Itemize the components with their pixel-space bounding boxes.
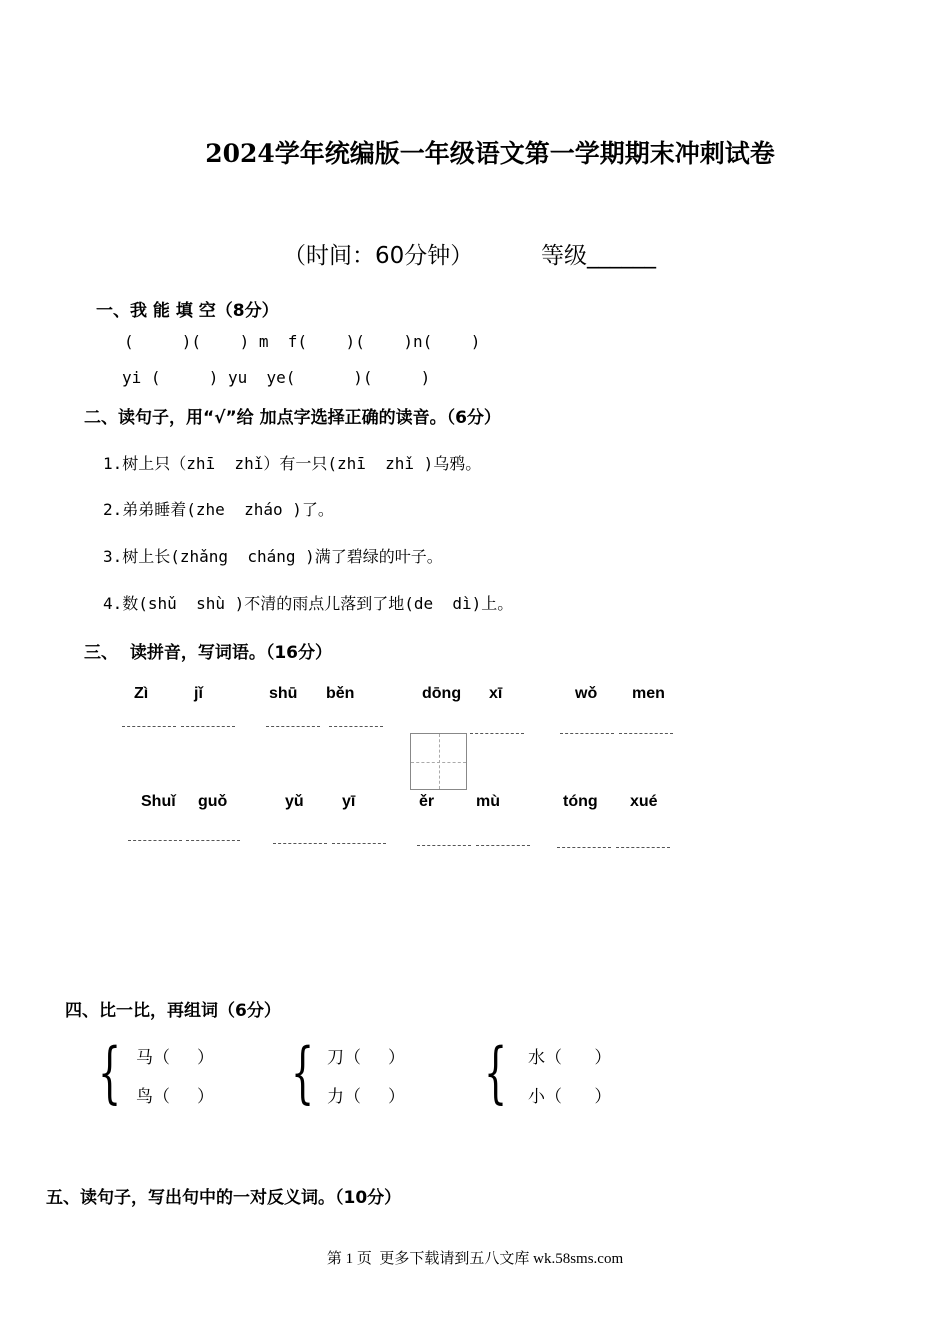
answer-line[interactable] — [329, 726, 383, 727]
answer-line[interactable] — [557, 847, 611, 848]
section5-heading: 五、读句子，写出句中的一对反义词。（10分） — [46, 1188, 402, 1208]
section2-sentence-2: 2.弟弟睡着(zhe zháo )了。 — [103, 500, 334, 519]
pinyin-syllable: mù — [476, 793, 500, 810]
pinyin-syllable: yī — [342, 793, 356, 810]
writing-grid-box[interactable] — [410, 733, 467, 790]
section1-heading: 一、我 能 填 空（8分） — [96, 301, 279, 321]
word-pair-bottom: 鸟（ ） — [136, 1087, 215, 1107]
brace-icon: { — [98, 1034, 122, 1111]
section2-sentence-3: 3.树上长(zhǎng cháng )满了碧绿的叶子。 — [103, 547, 443, 566]
pinyin-syllable: dōng — [422, 685, 462, 702]
pinyin-syllable: tóng — [563, 793, 598, 810]
section4-heading: 四、比一比，再组词（6分） — [65, 1001, 281, 1021]
brace-icon: { — [291, 1034, 315, 1111]
section1-row1: ( )( ) m f( )( )n( ) — [124, 332, 481, 351]
word-pair-top: 水（ ） — [528, 1048, 612, 1068]
answer-line[interactable] — [619, 733, 673, 734]
answer-line[interactable] — [128, 840, 182, 841]
exam-time: （时间：60分钟） — [283, 243, 474, 269]
word-pair-top: 刀（ ） — [327, 1048, 406, 1068]
section3-heading: 三、 读拼音，写词语。（16分） — [84, 643, 332, 663]
pinyin-syllable: men — [632, 685, 665, 702]
answer-line[interactable] — [470, 733, 524, 734]
section2-sentence-4: 4.数(shǔ shù )不清的雨点儿落到了地(de dì)上。 — [103, 594, 514, 613]
answer-line[interactable] — [560, 733, 614, 734]
pinyin-syllable: guǒ — [198, 793, 228, 810]
grid-guide-vertical — [439, 734, 440, 789]
word-pair-bottom: 小（ ） — [528, 1087, 612, 1107]
pinyin-syllable: Shuǐ — [141, 793, 176, 810]
pinyin-syllable: Zì — [134, 685, 149, 702]
answer-line[interactable] — [266, 726, 320, 727]
answer-line[interactable] — [273, 843, 327, 844]
answer-line[interactable] — [417, 845, 471, 846]
answer-line[interactable] — [181, 726, 235, 727]
pinyin-syllable: yǔ — [285, 793, 304, 810]
section1-row2: yi ( ) yu ye( )( ) — [122, 368, 431, 387]
grade-field: 等级______ — [541, 243, 656, 269]
pinyin-syllable: jǐ — [194, 685, 203, 702]
section2-heading: 二、读句子，用“√”给 加点字选择正确的读音。（6分） — [84, 408, 501, 428]
word-pair-bottom: 力（ ） — [327, 1087, 406, 1107]
pinyin-syllable: wǒ — [575, 685, 598, 702]
pinyin-syllable: xī — [489, 685, 503, 702]
brace-icon: { — [484, 1034, 508, 1111]
answer-line[interactable] — [186, 840, 240, 841]
pinyin-syllable: ěr — [419, 793, 435, 810]
pinyin-syllable: xué — [630, 793, 658, 810]
pinyin-syllable: běn — [326, 685, 355, 702]
answer-line[interactable] — [616, 847, 670, 848]
answer-line[interactable] — [476, 845, 530, 846]
answer-line[interactable] — [122, 726, 176, 727]
answer-line[interactable] — [332, 843, 386, 844]
pinyin-syllable: shū — [269, 685, 298, 702]
word-pair-top: 马（ ） — [136, 1048, 215, 1068]
section2-sentence-1: 1.树上只（zhī zhǐ）有一只(zhī zhǐ )乌鸦。 — [103, 454, 482, 473]
page-title: 2024学年统编版一年级语文第一学期期末冲刺试卷 — [205, 139, 775, 168]
page-footer: 第 1 页 更多下载请到五八文库 wk.58sms.com — [326, 1251, 624, 1267]
